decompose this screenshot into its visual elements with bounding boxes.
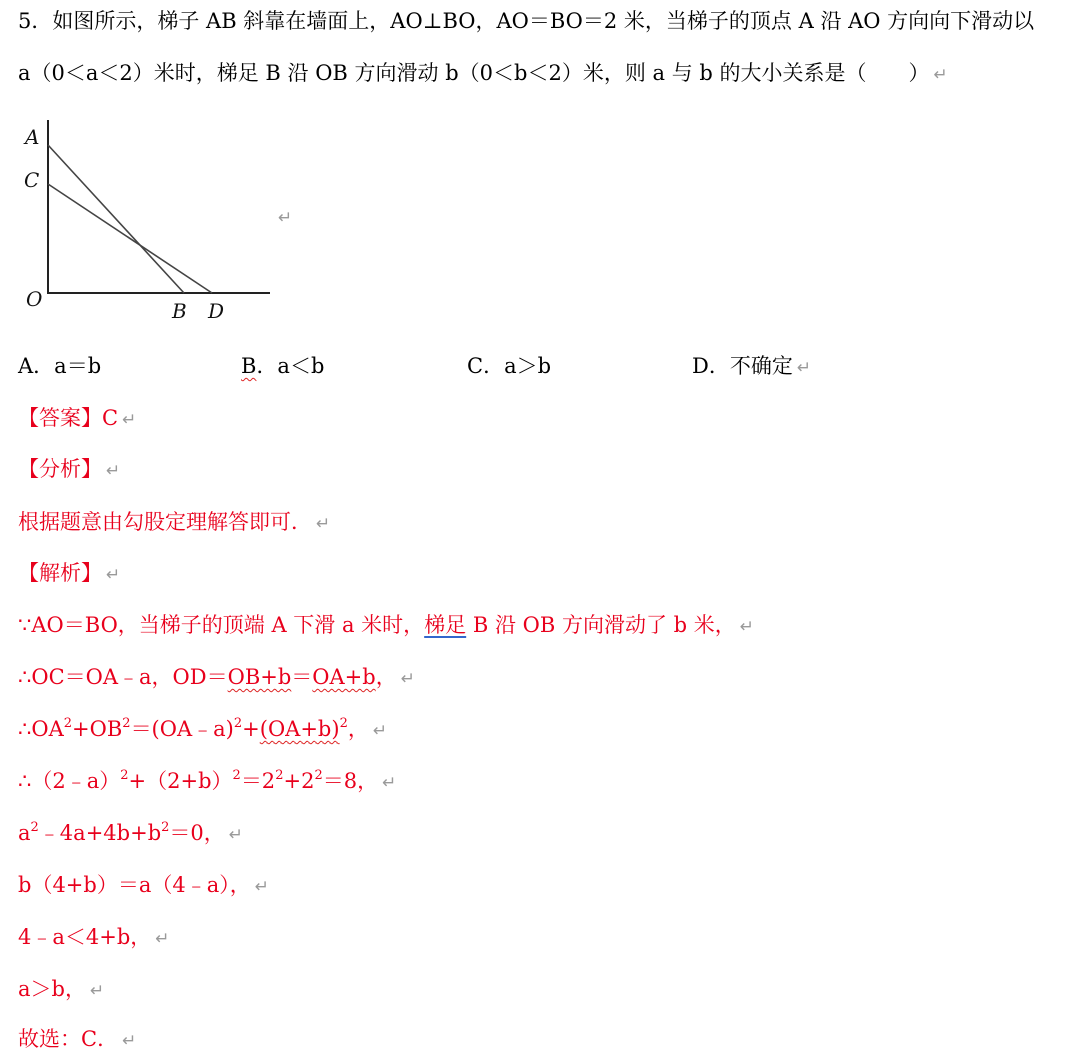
option-c: C．a＞b [467, 354, 552, 378]
label-d: D [208, 299, 225, 323]
ladder-cd [48, 184, 212, 293]
option-d: D．不确定 ↵ [692, 354, 812, 378]
label-c: C [24, 168, 40, 192]
return-mark-icon: ↵ [739, 617, 754, 637]
return-mark-icon: ↵ [316, 514, 331, 534]
ladder-figure [20, 118, 280, 328]
solution-step-7: 4﹣a＜4+b， ↵ [18, 925, 170, 949]
return-mark-icon: ↵ [796, 358, 812, 378]
return-mark-icon: ↵ [933, 65, 948, 85]
return-mark-icon: ↵ [254, 877, 269, 897]
return-mark-icon: ↵ [106, 461, 121, 481]
question-line-1: 5．如图所示，梯子 AB 斜靠在墙面上，AO⊥BO，AO＝BO＝2 米，当梯子的顶点 A 沿 AO 方向向下滑动以 [18, 9, 1035, 33]
return-mark-icon: ↵ [122, 410, 137, 430]
solution-step-3: $\therefore OA^2+OB^2=(OA﹣a)^2+(OA+b)^2$， ↵ [18, 716, 388, 741]
analysis-text: 根据题意由勾股定理解答即可． ↵ [18, 510, 331, 534]
return-mark-icon: ↵ [122, 1031, 137, 1051]
question-line-2: a（0＜a＜2）米时，梯足 B 沿 OB 方向滑动 b（0＜b＜2）米，则 a 与 b 的大小关系是（ ） ↵ [18, 61, 948, 85]
ladder-ab [48, 145, 184, 293]
solution-step-5: $a^2﹣4a+4b+b^2=0$， ↵ [18, 820, 244, 845]
return-mark-icon: ↵ [89, 981, 105, 1001]
solution-heading: 【解析】 ↵ [18, 561, 121, 585]
solution-conclusion: 故选：C． ↵ [18, 1027, 137, 1051]
return-mark-icon: ↵ [228, 825, 244, 845]
solution-step-4: $\therefore(2﹣a)^2+(2+b)^2=2^2+2^2=8$， ↵ [18, 768, 397, 793]
return-mark-icon: ↵ [106, 565, 121, 585]
return-mark-icon: ↵ [278, 208, 293, 228]
option-b: B．a＜b [241, 354, 325, 378]
solution-step-8: a＞b， ↵ [18, 977, 105, 1001]
answer-line: 【答案】C ↵ [18, 406, 137, 430]
solution-step-2: ∴OC＝OA﹣a，OD＝OB+b＝OA+b， ↵ [18, 665, 415, 689]
label-b: B [172, 299, 187, 323]
option-a: A．a＝b [18, 354, 102, 378]
return-mark-icon: ↵ [372, 721, 388, 741]
return-mark-icon: ↵ [382, 773, 397, 793]
analysis-heading: 【分析】 ↵ [18, 457, 121, 481]
solution-step-1: ∵AO＝BO，当梯子的顶端 A 下滑 a 米时，梯足 B 沿 OB 方向滑动了 b 米， ↵ [18, 613, 754, 637]
solution-step-6: b（4+b）＝a（4﹣a）， ↵ [18, 873, 269, 897]
label-a: A [25, 125, 40, 149]
return-mark-icon: ↵ [400, 669, 415, 689]
label-o: O [26, 287, 43, 311]
return-mark-icon: ↵ [155, 929, 170, 949]
